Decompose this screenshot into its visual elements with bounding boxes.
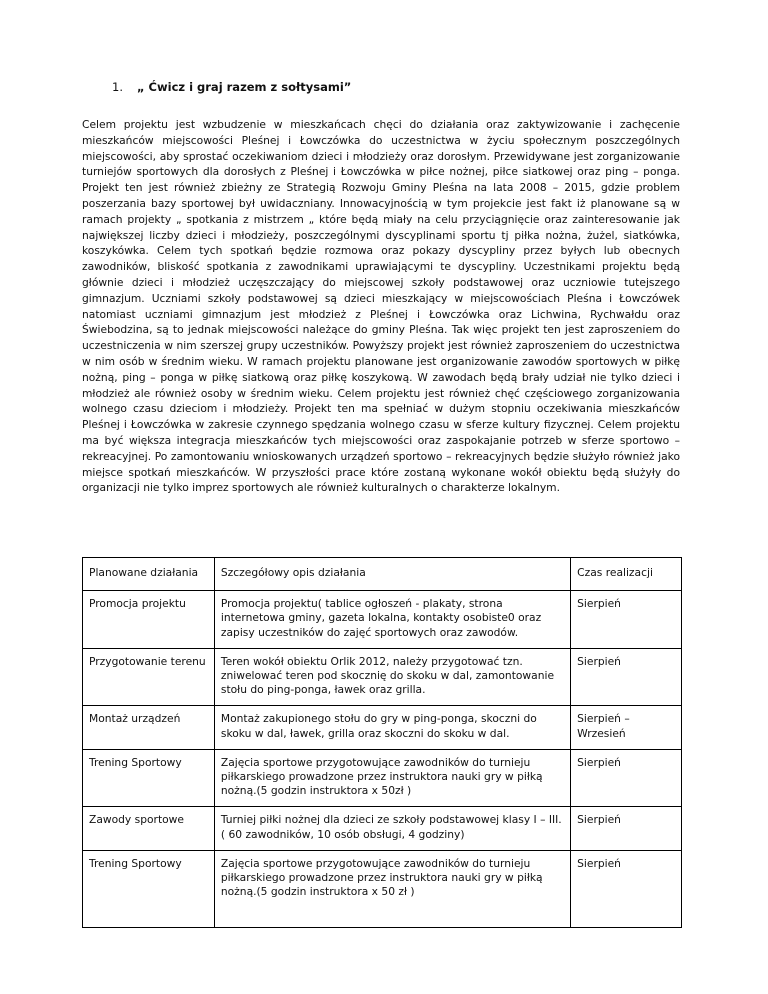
project-description: Celem projektu jest wzbudzenie w mieszkańcach chęci do działania oraz zaktywizowanie i zachęcenie mieszkańców miejscowości Pleśnej i Łowczówka do uczestnictwa w życiu społecznym poszczególnych miejscowości, aby sprostać oczekiwaniom dzieci i młodzieży oraz dorosłym. Przewidywane jest zorganizowanie turniejów sportowych dla dorosłych z Pleśnej i Łowczówka w piłce nożnej, piłce siatkowej oraz ping – ponga. Projekt ten jest również zbieżny ze Strategią Rozwoju Gminy Pleśna na lata 2008 – 2015, gdzie problem poszerzania bazy sportowej był uwidaczniany. Innowacyjnością w tym projekcie jest fakt iż planowane są w ramach projekty „ spotkania z mistrzem „ które będą miały na celu przyciągnięcie oraz zainteresowanie jak największej liczby dzieci i młodzieży, poszczególnymi dyscyplinami sportu tj piłka nożna, żużel, siatkówka, koszykówka. Celem tych spotkań będzie rozmowa oraz pokazy dyscypliny przez byłych lub obecnych zawodników, bliskość spotkania z zawodnikami uprawiającymi te dyscypliny. Uczestnikami projektu będą głównie dzieci i młodzież uczęszczający do miejscowej szkoły podstawowej oraz uczniowie tutejszego gimnazjum. Uczniami szkoły podstawowej są dzieci mieszkający w miejscowościach Pleśna i Łowczówek natomiast uczniami gimnazjum jest młodzież z Pleśnej i Łowczówka oraz Lichwina, Rychwałdu oraz Świebodzina, są to jednak miejscowości należące do gminy Pleśna. Tak więc projekt ten jest zaproszeniem do uczestniczenia w nim szerszej grupy uczestników. Powyższy projekt jest również zaproszeniem do uczestnictwa w nim osób w średnim wieku. W ramach projektu planowane jest organizowanie zawodów sportowych w piłkę nożną, ping – ponga w piłkę siatkową oraz piłkę koszykową. W zawodach będą brały udział nie tylko dzieci i młodzież ale również osoby w średnim wieku. Celem projektu jest również chęć częściowego zorganizowania wolnego czasu dzieciom i młodzieży. Projekt ten ma spełniać w dużym stopniu oczekiwania mieszkańców Pleśnej i Łowczówka w zakresie czynnego spędzania wolnego czasu w sferze kultury fizycznej. Celem projektu ma być większa integracja mieszkańców tych miejscowości oraz zaspokajanie potrzeb w sferze sportowo – rekreacyjnej. Po zamontowaniu wnioskowanych urządzeń sportowo – rekreacyjnych będzie służyło również jako miejsce spotkań mieszkańców. W przyszłości prace które zostaną wykonane wokół obiektu będą służyły do organizacji nie tylko imprez sportowych ale również kulturalnych o charakterze lokalnym. xyxy=(82,118,680,495)
activity-cell: Przygotowanie terenu xyxy=(83,648,215,706)
description-cell: Turniej piłki nożnej dla dzieci ze szkoły podstawowej klasy I – III. ( 60 zawodników, 10 osób obsługi, 4 godziny) xyxy=(214,807,570,850)
table-row xyxy=(83,591,682,649)
activity-cell: Zawody sportowe xyxy=(83,807,215,850)
table-header-row xyxy=(83,558,682,591)
activity-cell: Trening Sportowy xyxy=(83,749,215,807)
time-cell: Sierpień xyxy=(571,807,682,850)
description-cell: Zajęcia sportowe przygotowujące zawodników do turnieju piłkarskiego prowadzone przez instruktora nauki gry w piłką nożną.(5 godzin instruktora x 50 zł ) xyxy=(214,850,570,927)
time-cell: Sierpień xyxy=(571,850,682,927)
table-row xyxy=(83,850,682,927)
table-row xyxy=(83,807,682,850)
time-cell: Sierpień xyxy=(571,591,682,649)
table-row xyxy=(83,706,682,749)
activity-cell: Montaż urządzeń xyxy=(83,706,215,749)
description-cell: Zajęcia sportowe przygotowujące zawodników do turnieju piłkarskiego prowadzone przez instruktora nauki gry w piłką nożną.(5 godzin instruktora x 50zł ) xyxy=(214,749,570,807)
description-cell: Promocja projektu( tablice ogłoszeń - plakaty, strona internetowa gminy, gazeta lokalna, kontakty osobiste0 oraz zapisy uczestników do zajęć sportowych oraz zawodów. xyxy=(214,591,570,649)
section-title: „ Ćwicz i graj razem z sołtysami” xyxy=(137,80,352,94)
table-row xyxy=(83,648,682,706)
section-heading xyxy=(112,80,351,94)
description-cell: Teren wokół obiektu Orlik 2012, należy przygotować tzn. zniwelować teren pod skocznię do skoku w dal, zamontowanie stołu do ping-ponga, ławek oraz grilla. xyxy=(214,648,570,706)
time-cell: Sierpień – Wrzesień xyxy=(571,706,682,749)
time-cell: Sierpień xyxy=(571,648,682,706)
section-number: 1. xyxy=(112,80,123,94)
header-detailed-description: Szczegółowy opis działania xyxy=(214,558,570,591)
activity-plan-table xyxy=(82,557,682,928)
activity-cell: Trening Sportowy xyxy=(83,850,215,927)
header-planned-activities: Planowane działania xyxy=(83,558,215,591)
description-cell: Montaż zakupionego stołu do gry w ping-ponga, skoczni do skoku w dal, ławek, grilla oraz skoczni do skoku w dal. xyxy=(214,706,570,749)
header-time-of-realization: Czas realizacji xyxy=(571,558,682,591)
activity-cell: Promocja projektu xyxy=(83,591,215,649)
table-row xyxy=(83,749,682,807)
time-cell: Sierpień xyxy=(571,749,682,807)
